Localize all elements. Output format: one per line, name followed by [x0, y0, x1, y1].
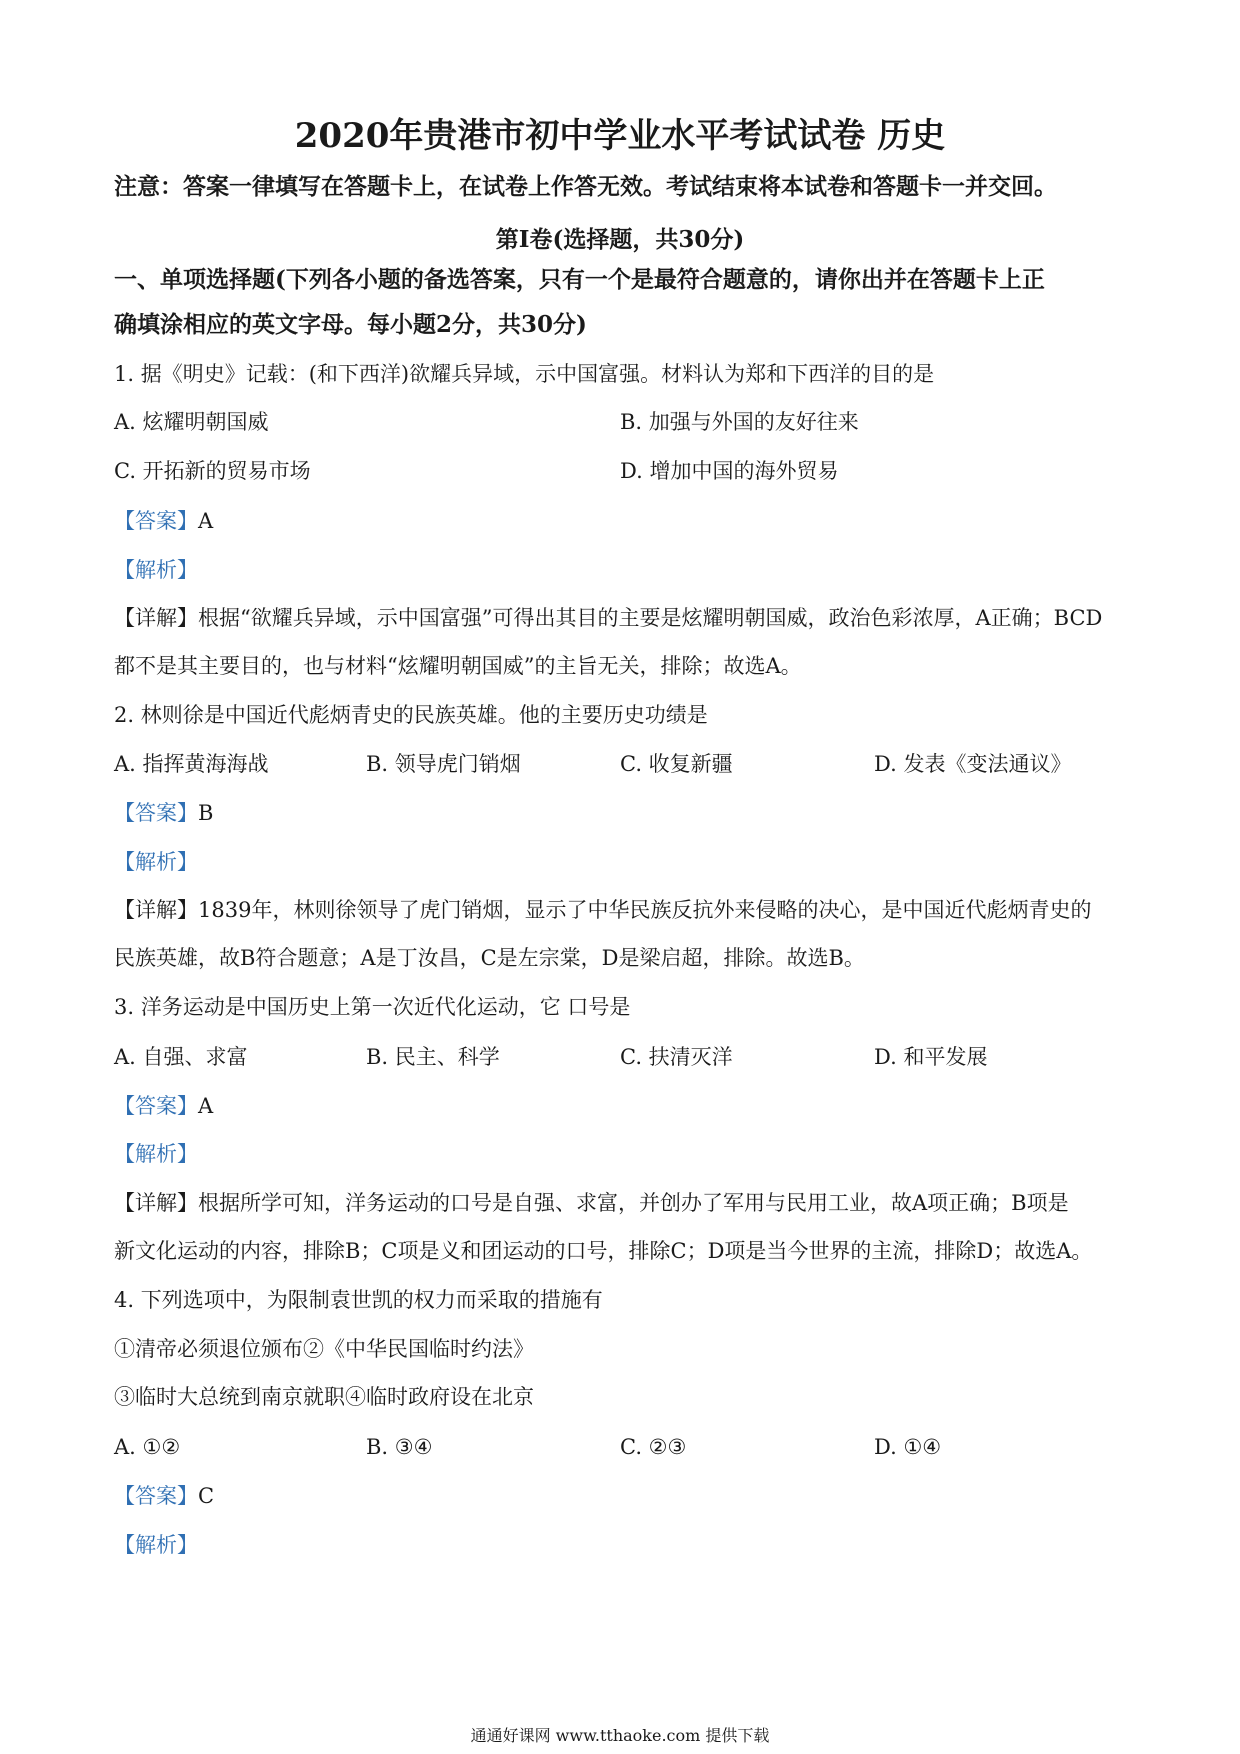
answer-value: C: [198, 1484, 215, 1508]
question-1-stem: 1. 据《明史》记载：(和下西洋)欲耀兵异域，示中国富强。材料认为郑和下西洋的目的是: [114, 362, 935, 386]
question-2-stem: 2. 林则徐是中国近代彪炳青史的民族英雄。他的主要历史功绩是: [114, 703, 708, 727]
answer-value: A: [198, 1094, 214, 1118]
exam-notice: 注意：答案一律填写在答题卡上，在试卷上作答无效。考试结束将本试卷和答题卡一并交回。: [114, 173, 1057, 200]
question-1-detail-line-1: 【详解】根据“欲耀兵异域，示中国富强”可得出其目的主要是炫耀明朝国威，政治色彩浓厚，A正确；BCD: [114, 606, 1103, 630]
answer-label: 【答案】: [114, 1484, 198, 1508]
volume-heading: 第Ⅰ卷(选择题，共30分): [495, 226, 745, 253]
question-2-option-a: A. 指挥黄海海战: [114, 752, 269, 776]
question-1-answer: [114, 506, 213, 536]
answer-value: A: [198, 509, 214, 533]
question-3-detail-line-1: 【详解】根据所学可知，洋务运动的口号是自强、求富，并创办了军用与民用工业，故A项正确；B项是: [114, 1191, 1069, 1215]
question-2-option-b: B. 领导虎门销烟: [366, 752, 521, 776]
question-3-detail-line-2: 新文化运动的内容，排除B；C项是义和团运动的口号，排除C；D项是当今世界的主流，排除D；故选A。: [114, 1239, 1093, 1263]
question-2-answer: [114, 798, 213, 828]
question-4-option-d: D. ①④: [874, 1435, 942, 1459]
question-3-option-a: A. 自强、求富: [114, 1045, 248, 1069]
page-footer: 通通好课网 www.tthaoke.com 提供下载: [470, 1726, 770, 1745]
section-heading-line-1: 一、单项选择题(下列各小题的备选答案，只有一个是最符合题意的，请你出并在答题卡上正: [114, 266, 1045, 293]
question-1-option-a: A. 炫耀明朝国威: [114, 410, 269, 434]
question-4-option-b: B. ③④: [366, 1435, 433, 1459]
question-3-option-b: B. 民主、科学: [366, 1045, 500, 1069]
question-1-analysis-label: 【解析】: [114, 558, 198, 582]
question-1-option-b: B. 加强与外国的友好往来: [620, 410, 859, 434]
question-1-option-d: D. 增加中国的海外贸易: [620, 459, 839, 483]
question-3-option-c: C. 扶清灭洋: [620, 1045, 733, 1069]
page-title: 2020年贵港市初中学业水平考试试卷 历史: [294, 116, 946, 156]
question-1-option-c: C. 开拓新的贸易市场: [114, 459, 311, 483]
section-heading-line-2: 确填涂相应的英文字母。每小题2分，共30分): [114, 311, 587, 338]
question-2-analysis-label: 【解析】: [114, 850, 198, 874]
question-4-item-line-2: ③临时大总统到南京就职④临时政府设在北京: [114, 1385, 534, 1409]
answer-value: B: [198, 801, 214, 825]
question-2-detail-line-1: 【详解】1839年，林则徐领导了虎门销烟，显示了中华民族反抗外来侵略的决心，是中国近代彪炳青史的: [114, 898, 1092, 922]
question-4-item-line-1: ①清帝必须退位颁布②《中华民国临时约法》: [114, 1337, 534, 1361]
question-4-option-a: A. ①②: [114, 1435, 181, 1459]
answer-label: 【答案】: [114, 1094, 198, 1118]
question-3-stem: 3. 洋务运动是中国历史上第一次近代化运动，它 口号是: [114, 995, 631, 1019]
question-4-answer: [114, 1481, 214, 1511]
answer-label: 【答案】: [114, 509, 198, 533]
question-2-detail-line-2: 民族英雄，故B符合题意；A是丁汝昌，C是左宗棠，D是梁启超，排除。故选B。: [114, 946, 865, 970]
answer-label: 【答案】: [114, 801, 198, 825]
question-3-answer: [114, 1091, 213, 1121]
question-1-detail-line-2: 都不是其主要目的，也与材料“炫耀明朝国威”的主旨无关，排除；故选A。: [114, 654, 802, 678]
question-2-option-c: C. 收复新疆: [620, 752, 733, 776]
question-4-stem: 4. 下列选项中，为限制袁世凯的权力而采取的措施有: [114, 1288, 603, 1312]
question-4-analysis-label: 【解析】: [114, 1533, 198, 1557]
question-3-option-d: D. 和平发展: [874, 1045, 988, 1069]
question-3-analysis-label: 【解析】: [114, 1142, 198, 1166]
question-4-option-c: C. ②③: [620, 1435, 687, 1459]
question-2-option-d: D. 发表《变法通议》: [874, 752, 1072, 776]
